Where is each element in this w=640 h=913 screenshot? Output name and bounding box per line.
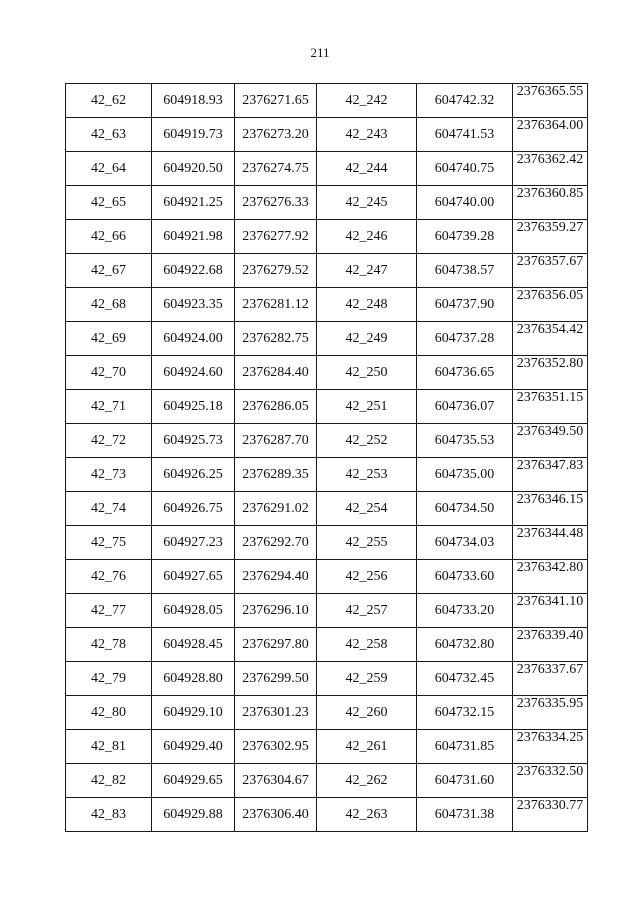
table-cell: 42_249 <box>317 322 417 356</box>
table-cell: 42_257 <box>317 594 417 628</box>
table-cell: 604732.45 <box>417 662 513 696</box>
table-cell: 604742.32 <box>417 84 513 118</box>
table-row <box>66 560 588 594</box>
table-cell: 42_68 <box>66 288 152 322</box>
table-cell: 604731.60 <box>417 764 513 798</box>
table-cell: 42_263 <box>317 798 417 832</box>
table-cell: 42_252 <box>317 424 417 458</box>
table-cell: 2376337.67 <box>513 662 588 696</box>
table-cell: 42_62 <box>66 84 152 118</box>
table-cell: 604927.65 <box>152 560 235 594</box>
table-cell: 2376294.40 <box>235 560 317 594</box>
table-cell: 2376296.10 <box>235 594 317 628</box>
table-cell: 42_72 <box>66 424 152 458</box>
table-row <box>66 526 588 560</box>
table-cell: 604928.45 <box>152 628 235 662</box>
table-row <box>66 492 588 526</box>
table-cell: 42_259 <box>317 662 417 696</box>
table-cell: 604733.60 <box>417 560 513 594</box>
table-cell: 604924.60 <box>152 356 235 390</box>
table-cell: 2376273.20 <box>235 118 317 152</box>
table-cell: 2376306.40 <box>235 798 317 832</box>
table-row <box>66 696 588 730</box>
coordinates-table-body <box>66 84 588 832</box>
table-cell: 42_74 <box>66 492 152 526</box>
table-cell: 42_260 <box>317 696 417 730</box>
page-number: 211 <box>310 45 330 60</box>
table-cell: 604922.68 <box>152 254 235 288</box>
table-row <box>66 356 588 390</box>
table-cell: 2376354.42 <box>513 322 588 356</box>
table-cell: 2376274.75 <box>235 152 317 186</box>
table-cell: 604732.15 <box>417 696 513 730</box>
table-cell: 2376342.80 <box>513 560 588 594</box>
table-row <box>66 288 588 322</box>
table-cell: 2376339.40 <box>513 628 588 662</box>
table-cell: 604924.00 <box>152 322 235 356</box>
table-cell: 2376281.12 <box>235 288 317 322</box>
table-row <box>66 458 588 492</box>
table-cell: 604731.85 <box>417 730 513 764</box>
table-cell: 604740.00 <box>417 186 513 220</box>
table-row <box>66 730 588 764</box>
table-cell: 2376365.55 <box>513 84 588 118</box>
table-cell: 42_78 <box>66 628 152 662</box>
table-cell: 2376301.23 <box>235 696 317 730</box>
table-cell: 604731.38 <box>417 798 513 832</box>
table-cell: 42_66 <box>66 220 152 254</box>
table-cell: 604919.73 <box>152 118 235 152</box>
table-cell: 604736.65 <box>417 356 513 390</box>
table-row <box>66 186 588 220</box>
table-cell: 2376284.40 <box>235 356 317 390</box>
table-cell: 2376277.92 <box>235 220 317 254</box>
table-cell: 604926.25 <box>152 458 235 492</box>
table-cell: 2376352.80 <box>513 356 588 390</box>
table-cell: 2376347.83 <box>513 458 588 492</box>
table-cell: 2376334.25 <box>513 730 588 764</box>
table-cell: 42_75 <box>66 526 152 560</box>
table-cell: 42_82 <box>66 764 152 798</box>
table-row <box>66 764 588 798</box>
table-cell: 42_247 <box>317 254 417 288</box>
table-cell: 42_253 <box>317 458 417 492</box>
table-cell: 42_70 <box>66 356 152 390</box>
table-cell: 42_71 <box>66 390 152 424</box>
table-cell: 2376276.33 <box>235 186 317 220</box>
table-cell: 42_77 <box>66 594 152 628</box>
table-cell: 2376291.02 <box>235 492 317 526</box>
table-cell: 604732.80 <box>417 628 513 662</box>
table-row <box>66 254 588 288</box>
table-cell: 2376271.65 <box>235 84 317 118</box>
table-cell: 2376359.27 <box>513 220 588 254</box>
table-cell: 42_248 <box>317 288 417 322</box>
table-row <box>66 798 588 832</box>
table-cell: 604921.25 <box>152 186 235 220</box>
table-cell: 2376341.10 <box>513 594 588 628</box>
table-cell: 2376335.95 <box>513 696 588 730</box>
table-cell: 2376330.77 <box>513 798 588 832</box>
table-cell: 42_250 <box>317 356 417 390</box>
table-cell: 2376297.80 <box>235 628 317 662</box>
table-cell: 42_65 <box>66 186 152 220</box>
table-cell: 42_80 <box>66 696 152 730</box>
table-cell: 42_254 <box>317 492 417 526</box>
table-row <box>66 662 588 696</box>
table-cell: 2376332.50 <box>513 764 588 798</box>
table-row <box>66 424 588 458</box>
table-row <box>66 390 588 424</box>
table-row <box>66 118 588 152</box>
table-cell: 42_251 <box>317 390 417 424</box>
table-cell: 42_243 <box>317 118 417 152</box>
table-cell: 2376346.15 <box>513 492 588 526</box>
table-cell: 2376292.70 <box>235 526 317 560</box>
table-cell: 2376362.42 <box>513 152 588 186</box>
table-cell: 2376357.67 <box>513 254 588 288</box>
table-cell: 604739.28 <box>417 220 513 254</box>
table-cell: 42_256 <box>317 560 417 594</box>
table-row <box>66 594 588 628</box>
table-cell: 42_81 <box>66 730 152 764</box>
table-cell: 2376356.05 <box>513 288 588 322</box>
table-row <box>66 322 588 356</box>
table-cell: 604740.75 <box>417 152 513 186</box>
table-cell: 604925.73 <box>152 424 235 458</box>
table-cell: 604929.40 <box>152 730 235 764</box>
table-cell: 2376304.67 <box>235 764 317 798</box>
table-cell: 604735.00 <box>417 458 513 492</box>
table-cell: 604736.07 <box>417 390 513 424</box>
table-cell: 2376344.48 <box>513 526 588 560</box>
table-cell: 604923.35 <box>152 288 235 322</box>
table-cell: 2376282.75 <box>235 322 317 356</box>
table-cell: 2376351.15 <box>513 390 588 424</box>
table-cell: 604921.98 <box>152 220 235 254</box>
table-cell: 42_261 <box>317 730 417 764</box>
table-cell: 42_79 <box>66 662 152 696</box>
table-cell: 2376299.50 <box>235 662 317 696</box>
table-cell: 42_83 <box>66 798 152 832</box>
table-cell: 604925.18 <box>152 390 235 424</box>
table-cell: 604733.20 <box>417 594 513 628</box>
table-cell: 2376349.50 <box>513 424 588 458</box>
table-cell: 604737.28 <box>417 322 513 356</box>
table-row <box>66 220 588 254</box>
table-cell: 42_242 <box>317 84 417 118</box>
table-cell: 2376302.95 <box>235 730 317 764</box>
table-cell: 604927.23 <box>152 526 235 560</box>
table-cell: 2376286.05 <box>235 390 317 424</box>
table-cell: 42_246 <box>317 220 417 254</box>
table-cell: 2376279.52 <box>235 254 317 288</box>
table-cell: 604929.65 <box>152 764 235 798</box>
table-cell: 2376289.35 <box>235 458 317 492</box>
table-cell: 42_262 <box>317 764 417 798</box>
table-cell: 2376287.70 <box>235 424 317 458</box>
table-cell: 604737.90 <box>417 288 513 322</box>
table-cell: 42_258 <box>317 628 417 662</box>
table-cell: 42_255 <box>317 526 417 560</box>
table-cell: 604928.80 <box>152 662 235 696</box>
table-cell: 42_76 <box>66 560 152 594</box>
table-cell: 604734.50 <box>417 492 513 526</box>
table-cell: 604741.53 <box>417 118 513 152</box>
table-cell: 42_69 <box>66 322 152 356</box>
table-row <box>66 84 588 118</box>
table-cell: 604926.75 <box>152 492 235 526</box>
table-cell: 604929.88 <box>152 798 235 832</box>
table-cell: 604928.05 <box>152 594 235 628</box>
table-cell: 2376360.85 <box>513 186 588 220</box>
table-cell: 604929.10 <box>152 696 235 730</box>
table-cell: 604734.03 <box>417 526 513 560</box>
table-cell: 604738.57 <box>417 254 513 288</box>
table-cell: 604918.93 <box>152 84 235 118</box>
table-row <box>66 152 588 186</box>
table-cell: 2376364.00 <box>513 118 588 152</box>
table-row <box>66 628 588 662</box>
table-cell: 42_67 <box>66 254 152 288</box>
table-cell: 42_64 <box>66 152 152 186</box>
table-cell: 42_245 <box>317 186 417 220</box>
table-cell: 42_73 <box>66 458 152 492</box>
coordinates-table <box>65 83 588 832</box>
table-cell: 42_63 <box>66 118 152 152</box>
table-cell: 42_244 <box>317 152 417 186</box>
table-cell: 604920.50 <box>152 152 235 186</box>
table-cell: 604735.53 <box>417 424 513 458</box>
